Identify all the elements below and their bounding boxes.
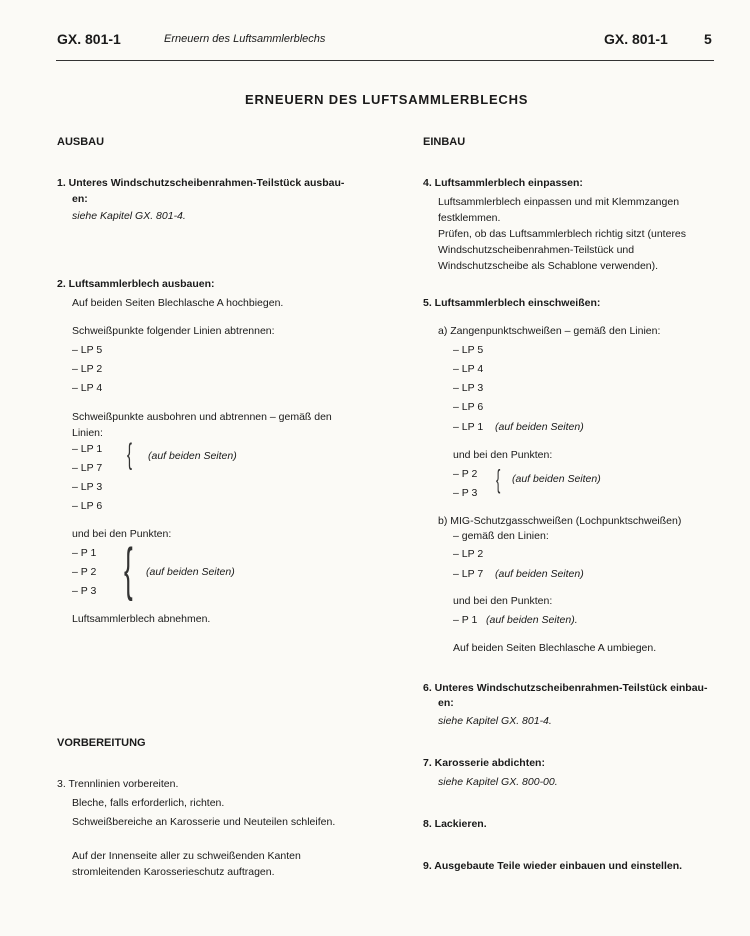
step5-a-points-note: (auf beiden Seiten) [512, 473, 601, 485]
brace-icon: { [124, 537, 133, 602]
step7-reference: siehe Kapitel GX. 800-00. [438, 776, 558, 788]
header-code-left: GX. 801-1 [57, 31, 121, 47]
section-ausbau: AUSBAU [57, 136, 105, 148]
step5-b-line2: – gemäß den Linien: [453, 530, 549, 542]
list-item: – LP 4 [453, 363, 484, 375]
step2-note-2: (auf beiden Seiten) [146, 566, 235, 578]
step5-b-points-intro: und bei den Punkten: [453, 595, 553, 607]
list-item: – P 3 [453, 487, 478, 499]
list-item: – LP 4 [72, 382, 103, 394]
step2-text-3: Schweißpunkte ausbohren und abtrennen – gemäß den Linien: [72, 411, 332, 439]
list-item: – P 3 [72, 585, 97, 597]
brace-icon: { [127, 438, 133, 471]
step3-text-1: Bleche, falls erforderlich, richten. [72, 797, 225, 809]
header-rule [56, 60, 714, 61]
list-item: – LP 3 [453, 382, 484, 394]
list-item: – P 2 [453, 468, 478, 480]
section-vorbereitung: VORBEREITUNG [57, 737, 146, 749]
list-item: – LP 1 [453, 421, 484, 433]
list-item: – P 1 [72, 547, 97, 559]
list-item: – P 1 [453, 614, 478, 626]
section-einbau: EINBAU [423, 136, 466, 148]
header-subtitle: Erneuern des Luftsammlerblechs [164, 33, 326, 45]
step2-text-1: Auf beiden Seiten Blechlasche A hochbiegen. [72, 297, 284, 309]
step5-a-note: (auf beiden Seiten) [495, 421, 584, 433]
step2-text-5: Luftsammlerblech abnehmen. [72, 613, 211, 625]
step6-title-line1: 6. Unteres Windschutzscheibenrahmen-Teilstück einbau- [423, 682, 708, 694]
step5-final: Auf beiden Seiten Blechlasche A umbiegen. [453, 642, 657, 654]
step7-title: 7. Karosserie abdichten: [423, 757, 545, 769]
list-item: – LP 6 [72, 500, 103, 512]
step1-reference: siehe Kapitel GX. 801-4. [72, 210, 186, 222]
step5-b-note: (auf beiden Seiten) [495, 568, 584, 580]
page-number: 5 [704, 31, 712, 47]
list-item: – P 2 [72, 566, 97, 578]
step5-a-points-intro: und bei den Punkten: [453, 449, 553, 461]
step5-b-p1-note: (auf beiden Seiten). [486, 614, 578, 626]
list-item: – LP 3 [72, 481, 103, 493]
step2-text-4: und bei den Punkten: [72, 528, 172, 540]
list-item: – LP 7 [453, 568, 484, 580]
brace-icon: { [496, 464, 501, 494]
page-title: ERNEUERN DES LUFTSAMMLERBLECHS [245, 92, 529, 107]
step2-title: 2. Luftsammlerblech ausbauen: [57, 278, 215, 290]
list-item: – LP 2 [72, 363, 103, 375]
step2-text-2: Schweißpunkte folgender Linien abtrennen: [72, 325, 275, 337]
step6-reference: siehe Kapitel GX. 801-4. [438, 715, 552, 727]
step2-note-1: (auf beiden Seiten) [148, 450, 237, 462]
list-item: – LP 5 [72, 344, 103, 356]
step3-text-2: Schweißbereiche an Karosserie und Neuteilen schleifen. [72, 816, 336, 828]
list-item: – LP 2 [453, 548, 484, 560]
header-code-right: GX. 801-1 [604, 31, 668, 47]
step5-a: a) Zangenpunktschweißen – gemäß den Linien: [438, 325, 661, 337]
step1-title-line2: en: [72, 193, 88, 205]
step5-b: b) MIG-Schutzgasschweißen (Lochpunktschweißen) [438, 515, 682, 527]
step3-text-3: Auf der Innenseite aller zu schweißenden Kanten stromleitenden Karosserieschutz auftragen. [72, 850, 301, 878]
list-item: – LP 5 [453, 344, 484, 356]
step3-title: 3. Trennlinien vorbereiten. [57, 778, 179, 790]
step4-text-2: Prüfen, ob das Luftsammlerblech richtig sitzt (unteres Windschutzscheibenrahmen-Teilstück und Windschutzscheibe als Schablone verwenden). [438, 228, 687, 272]
step4-title: 4. Luftsammlerblech einpassen: [423, 177, 583, 189]
step6-title-line2: en: [438, 697, 454, 709]
list-item: – LP 7 [72, 462, 103, 474]
step1-title-line1: 1. Unteres Windschutzscheibenrahmen-Teilstück ausbau- [57, 177, 345, 189]
step8-title: 8. Lackieren. [423, 818, 487, 830]
step9-title: 9. Ausgebaute Teile wieder einbauen und einstellen. [423, 860, 683, 872]
step4-text-1: Luftsammlerblech einpassen und mit Klemmzangen festklemmen. [438, 196, 680, 224]
step5-title: 5. Luftsammlerblech einschweißen: [423, 297, 601, 309]
list-item: – LP 1 [72, 443, 103, 455]
list-item: – LP 6 [453, 401, 484, 413]
